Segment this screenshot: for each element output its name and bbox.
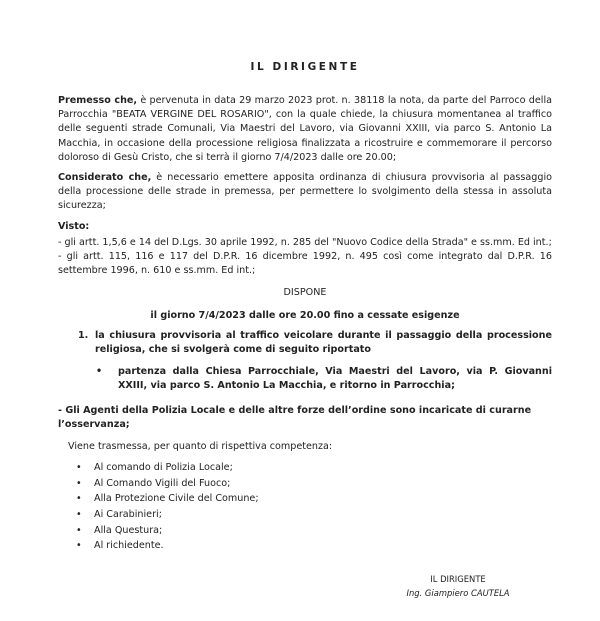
list-item-text: Al comando di Polizia Locale; — [94, 462, 233, 474]
list-item — [76, 523, 552, 539]
premesso-text: è pervenuta in data 29 marzo 2023 prot. n. 38118 la nota, da parte del Parroco della Parrocchia "BEATA VERGINE DEL ROSARIO", con la quale chiede, la chiusura momentanea al traffico delle seguenti strade Comunali, Via Maestri del Lavoro, via Giovanni XXIII, via parco S. Antonio La Macchia, in occasione della processione religiosa finalizzata a ricostruire e commemorare il percorso doloroso di Gesù Cristo, che si terrà il giorno 7/4/2023 dalle ore 20.00; — [58, 95, 552, 163]
list-item — [76, 538, 552, 554]
route-item — [96, 365, 552, 393]
list-item-text: Ai Carabinieri; — [94, 509, 162, 521]
document-title: IL DIRIGENTE — [250, 61, 360, 73]
bullet-icon: • — [76, 493, 82, 505]
bullet-icon: • — [96, 366, 103, 378]
list-item — [76, 491, 552, 507]
trasmessa-line: Viene trasmessa, per quanto di rispettiva competenza: — [68, 441, 333, 453]
numbered-item — [78, 329, 552, 357]
signature-block — [368, 572, 548, 601]
list-item-text: Alla Protezione Civile del Comune; — [94, 493, 259, 505]
list-item — [76, 476, 552, 492]
visto-heading: Visto: — [58, 220, 90, 232]
considerato-text: è necessario emettere apposita ordinanza di chiusura provvisoria al passaggio della processione delle strade in premessa, per permettere lo svolgimento della stessa in assoluta sicurezza; — [58, 172, 552, 212]
visto-item: - gli artt. 115, 116 e 117 del D.P.R. 16 dicembre 1992, n. 495 così come integrato dal D.P.R. 16 settembre 1996, n. 610 e ss.mm. Ed int.; — [58, 251, 552, 277]
signature-name: Ing. Giampiero CAUTELA — [406, 588, 510, 599]
agenti-paragraph: - Gli Agenti della Polizia Locale e delle altre forze dell’ordine sono incaricate di curarne l’osservanza; — [58, 404, 532, 430]
list-item-text: Al Comando Vigili del Fuoco; — [94, 477, 231, 489]
signature-role: IL DIRIGENTE — [430, 573, 486, 584]
distribution-list — [76, 460, 552, 554]
considerato-paragraph — [58, 171, 552, 214]
bullet-icon: • — [76, 477, 82, 489]
giorno-line: il giorno 7/4/2023 dalle ore 20.00 fino a cessate esigenze — [150, 309, 460, 321]
list-item-text: Al richiedente. — [94, 540, 164, 552]
item-text: la chiusura provvisoria al traffico veicolare durante il passaggio della processione religiosa, che si svolgerà come di seguito riportato — [95, 329, 552, 356]
list-item — [76, 507, 552, 523]
dispone-heading: DISPONE — [283, 287, 327, 299]
visto-item: - gli artt. 1,5,6 e 14 del D.Lgs. 30 aprile 1992, n. 285 del "Nuovo Codice della Strada" e ss.mm. Ed int.; — [58, 236, 552, 248]
bullet-icon: • — [76, 462, 82, 474]
route-text: partenza dalla Chiesa Parrocchiale, Via Maestri del Lavoro, via P. Giovanni XXIII, via parco S. Antonio La Macchia, e ritorno in Parrocchia; — [118, 366, 552, 392]
premesso-lead: Premesso che, — [58, 95, 138, 106]
considerato-lead: Considerato che, — [58, 172, 152, 184]
list-item — [76, 460, 552, 476]
bullet-icon: • — [76, 509, 82, 521]
list-item-text: Alla Questura; — [94, 524, 163, 536]
premesso-paragraph — [58, 94, 552, 165]
bullet-icon: • — [76, 540, 82, 552]
item-number: 1. — [78, 329, 89, 341]
bullet-icon: • — [76, 524, 82, 536]
document-page — [58, 0, 552, 621]
